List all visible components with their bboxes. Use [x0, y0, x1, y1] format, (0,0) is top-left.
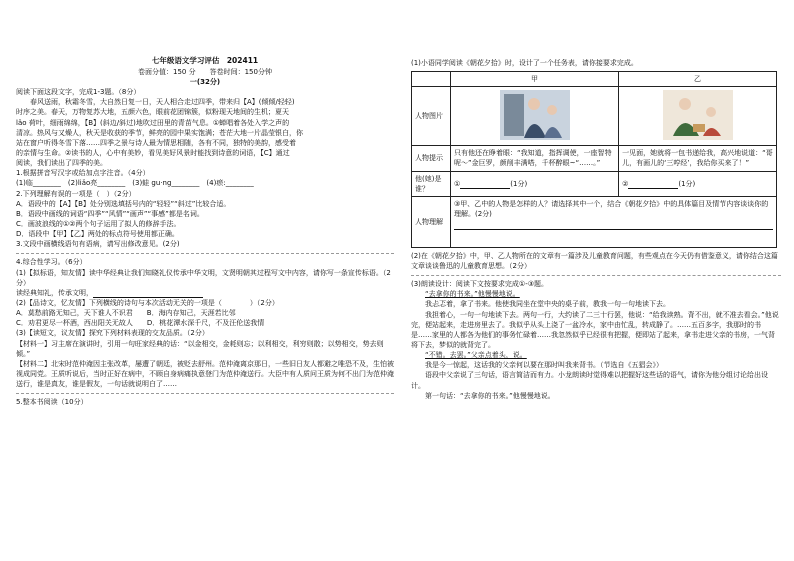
answer-blank[interactable]: [628, 180, 678, 189]
q4-option-row: [16, 308, 394, 318]
passage-line: 站在窗户听得冬雪下落……四季之景与诗人最为情思相随，各有不同，独特的美韵，感受着: [16, 138, 296, 147]
right-column: [411, 58, 781, 401]
father-quote-two: “不错。去罢。”父亲点着头，说。: [425, 351, 527, 360]
q4-option: C．劝君更尽一杯酒，西出阳关无故人: [16, 319, 133, 328]
q4-part3: (3)【读短文，议友情】探究下列材料表现的交友品质。（2分）: [16, 329, 209, 338]
hint-b: 一见面，她就将一包书递给我，高兴地说道：“哥儿，有画儿的‘三哼经’，我给你买来了！”: [619, 146, 777, 171]
q5-stem: 5.整本书阅读（10分）: [16, 398, 88, 407]
understanding-cell: [451, 196, 777, 247]
picture-b: [619, 87, 777, 146]
material-one: 【材料一】习主席在演讲时，引用一句旺家经典的话：“以金相交，金耗则忘；以利相交，利穷则散；以势相交，势去则倾。”: [16, 339, 384, 358]
q2-stem: 2.下列理解有误的一项是（ ）（2分）: [16, 189, 136, 198]
passage: [16, 97, 394, 168]
reading-stem: (3)朗读设计：阅读下文按要求完成①-③题。: [411, 280, 548, 289]
q1-items: (1)临________ (2)liǎo亮________ (3)蛙 gu·ng________ (4)瘀:________: [16, 179, 254, 188]
passage-line: 阅读，我们读出了四季的美。: [16, 159, 107, 168]
q2-option: A．语段中的【A】【B】处分别选填括号内的“轻轻”“斜过”比较合适。: [16, 199, 231, 208]
row-label-picture: 人物图片: [412, 87, 451, 146]
q4-stem: 4.综合性学习。（6分）: [16, 258, 87, 267]
column-header-a: 甲: [451, 72, 619, 87]
reading-after: 我是今一惊起，这话我的父亲何以要在那时叫我来背书。（节选自《五猖会》）: [425, 361, 663, 370]
passage-line: 清凉。热风与又燥人，秋天是收获的季节，鲜亮的园中果实饱满；苍茫大地一片晶莹银白，你: [16, 128, 303, 137]
left-column: [16, 56, 394, 407]
q3-stem: 3.文段中画横线语句有语病，请写出修改意见。(2分): [16, 240, 180, 249]
reading-para: 我忐忑着，拿了书来。他使我同坐在堂中央的桌子前，教我一句一句地读下去。: [425, 300, 670, 309]
task-table: [411, 71, 777, 248]
q4-option-row: [16, 318, 394, 328]
understanding-prompt: ③甲、乙中的人物是怎样的人？请选择其中一个，结合《朝花夕拾》中的具体篇目及情节内容谈谈你的理解。(2分): [454, 199, 769, 218]
task-intro: (1)小语同学阅读《朝花夕拾》时，设计了一个任务表，请你接要求完成。: [411, 59, 638, 67]
passage-line: 的亲情与生命。②读书的人，心中有美妙，看见美好风景时能找到诗意的词语，【C】通过: [16, 149, 290, 157]
material-two: 【材料二】北宋时范仲淹因主张改革，屡遭了朝廷，被贬去舒州。范仲淹离京那日，一些旧日友人都避之唯恐不及，生怕被视成同党。王质听说后，当时正好在病中，不顾自身病痛执意登门为范仲淹送行。大臣中有人质问王质为何不出门为范仲淹送行，谁是真友，谁是假友，一句话就说明白了……: [16, 359, 394, 389]
row-label-understanding: 人物理解: [412, 196, 451, 247]
q4-part1: (1)【拟标语，知友情】读中华经典让我们知晓礼仪传承中华文明，文贤明朝其过程写文中内容，请你写一条宣传标语。（2分）: [16, 268, 391, 287]
row-label-who: 他(她)是谁？: [412, 171, 451, 196]
q5-part2: (2)在《朝花夕拾》中，甲、乙人物所在的文章有一篇涉及儿童教育问题，有些观点在今天仍有借鉴意义，请你结合这篇文章谈谈鲁迅的儿童教育思想。（2分）: [411, 251, 778, 270]
column-header-b: 乙: [619, 72, 777, 87]
passage-line: lǎo 荷叶，细雨绵绵，【B】(斜边/斜过)地吹过田里的青苗气息。①蝉唱着各处入学之声的: [16, 118, 290, 127]
exam-title: 七年级语文学习评估 202411: [151, 56, 259, 65]
answer-line[interactable]: [454, 229, 773, 230]
q4-option: D．桃花潭水深千尺，不及汪伦送我情: [146, 319, 265, 328]
answer-blank[interactable]: [93, 289, 203, 298]
answer-cell-b: ② (1分): [619, 171, 777, 196]
reading-para: 我担着心，一句一句地读下去。两句一行，大约读了二三十行罢，他说：“给我读熟。背不出，就不准去看会。”他说完，便站起来，走进房里去了。我似乎从头上浇了一盆冷水，家中由忙乱，转成静了。……五百多字，我那时的书是……家里的人都各为他们的事务忙碌着……我忽然似乎已经很有把握，便即站了起来，拿书走进父亲的书房，一气背将下去，梦似的就背完了。: [411, 310, 779, 349]
passage-intro: 阅读下面这段文字，完成1-3题。（8分）: [16, 88, 141, 97]
row-label-hint: 人物提示: [412, 146, 451, 171]
q4-part2: (2)【品诗文，忆友情】下列横线的诗句与本次活动无关的一项是（ ）（2分）: [16, 298, 279, 307]
section-heading: 一(32分): [189, 78, 221, 87]
reading-task: 语段中父亲说了三句话，语言简洁而有力。小龙朗读时觉得难以把握好这些话的语气，请你为他分组讨论给出设计。: [411, 371, 768, 390]
score-a: (1分): [510, 179, 528, 188]
q1-stem: 1.根据拼音写汉字或给加点字注音。（4分）: [16, 169, 150, 178]
exam-meta: 卷面分值：150 分 答卷时间：150分钟: [138, 67, 272, 76]
hint-a: 只有他还在睁着眼：“我知道，指挥调使，一座智特呢～”金巨罗，颜削丰满嗒，千杯醉眼~“……。”: [451, 146, 619, 171]
divider: [411, 275, 781, 276]
figure-b-illustration: [663, 90, 733, 140]
figure-a-illustration: [500, 90, 570, 140]
q2-option: D．语段中【甲】【乙】两处的标点符号使用都正确。: [16, 230, 179, 239]
answer-cell-a: ① (1分): [451, 171, 619, 196]
q4-option: B．海内存知己，天涯若比邻: [146, 309, 236, 318]
answer-blank[interactable]: [460, 180, 510, 189]
passage-line: 春风送雨，秋霜冬雪，大自然日复一日，天人相合走过四季，带来归【A】(倾倾/轻轻): [16, 98, 295, 107]
divider: [16, 393, 394, 394]
picture-a: [451, 87, 619, 146]
q4-part1-answer: [16, 288, 394, 298]
reading-first-sentence: 第一句话：“去拿你的书来。”他慢慢地说。: [425, 391, 555, 400]
q4-option: A．莫愁前路无知己，天下谁人不识君: [16, 309, 133, 318]
q4-answer-prefix: 读经典知礼，传承文明，: [16, 288, 93, 297]
divider: [16, 253, 394, 254]
q2-option: C．画波浪线的①②两个句子运用了拟人的修辞手法。: [16, 219, 181, 228]
score-b: (1分): [678, 179, 696, 188]
father-quote-one: “去拿你的书来。”他慢慢地说。: [425, 290, 520, 299]
passage-line: 时序之美。春天，万物复苏大地，五颜六色，眼前花团锦簇，似粉现天地间的生机；夏天: [16, 108, 289, 117]
q2-option: B．语段中画线的词语“四季”“风情”“画声”“事感”都是名词。: [16, 209, 204, 218]
